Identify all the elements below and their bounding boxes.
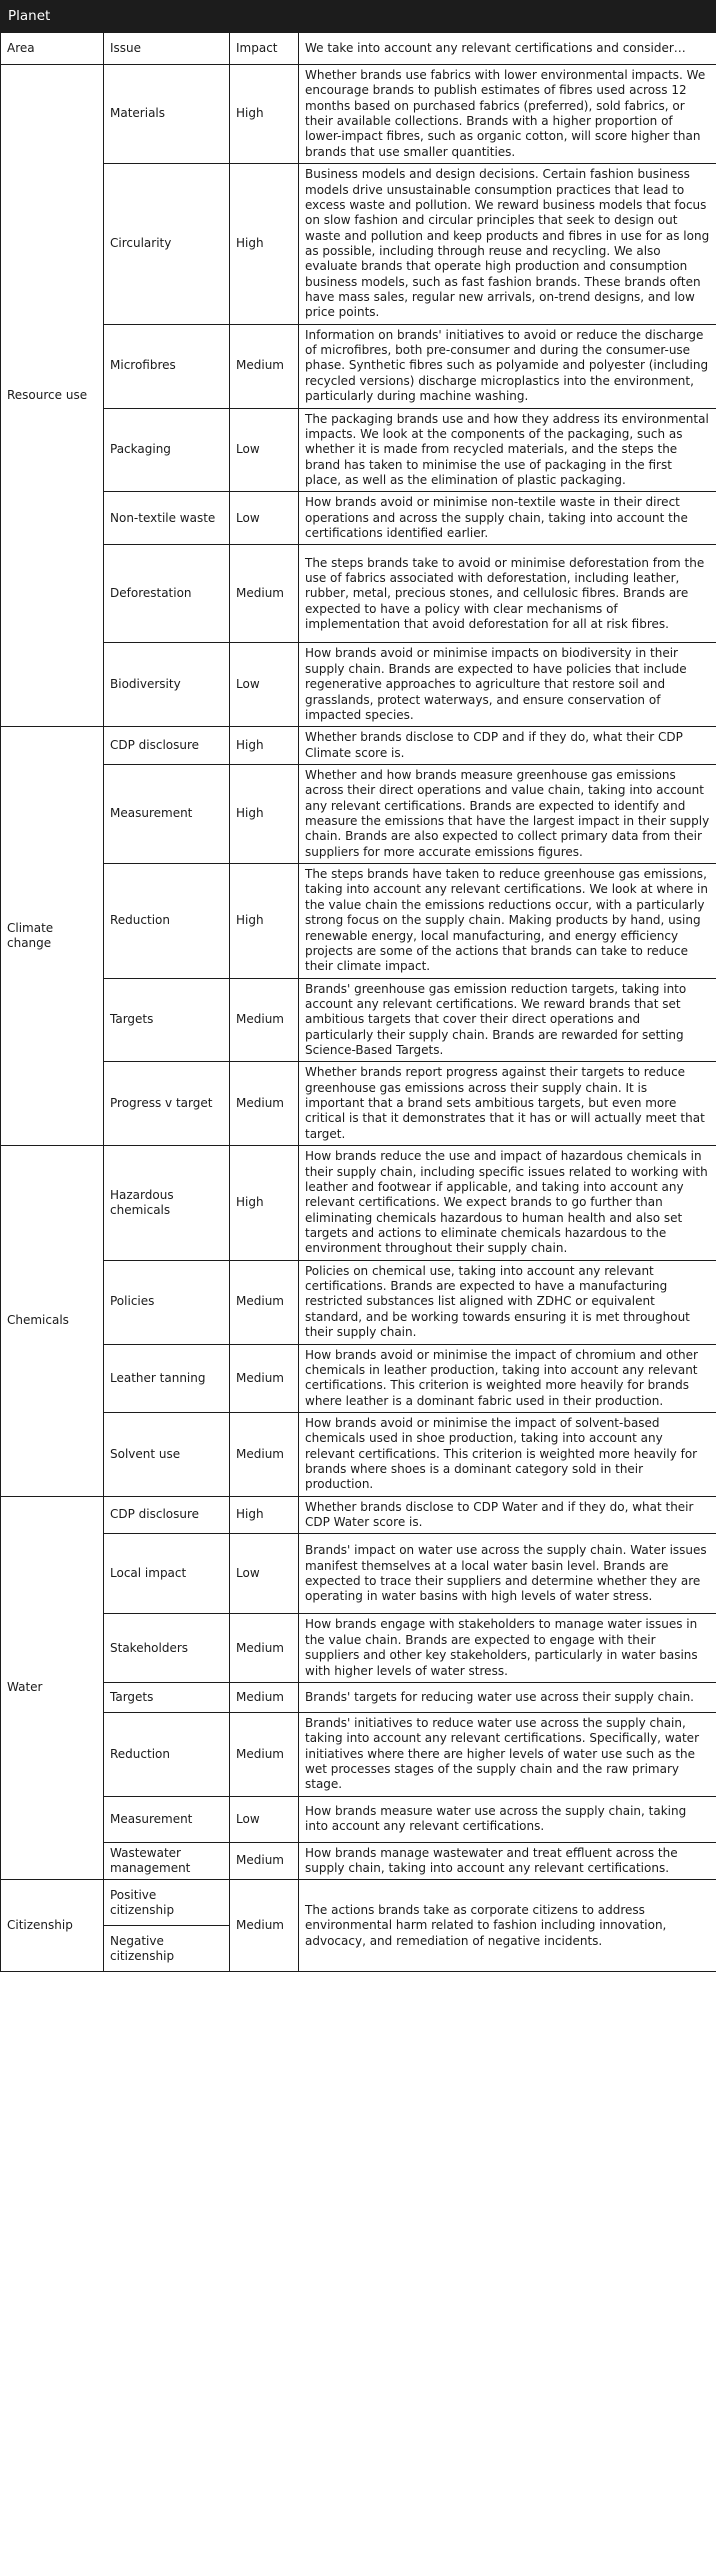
impact-cell: Medium <box>230 545 299 643</box>
issue-cell: Wastewater management <box>104 1842 230 1880</box>
issue-cell: CDP disclosure <box>104 727 230 765</box>
impact-cell: High <box>230 864 299 979</box>
area-cell: Resource use <box>1 65 104 727</box>
table-row <box>1 1146 716 1261</box>
impact-cell: High <box>230 727 299 765</box>
description-cell: Whether and how brands measure greenhouse gas emissions across their direct operations and value chain, taking into account any relevant certifications. Brands are expected to identify and measure the emissions that have the largest impact in their supply chain. Brands are also expected to collect primary data from their suppliers for more accurate emissions figures. <box>299 764 716 863</box>
impact-cell: Medium <box>230 1344 299 1412</box>
header-area: Area <box>1 33 104 65</box>
description-cell: How brands measure water use across the supply chain, taking into account any relevant certifications. <box>299 1796 716 1842</box>
issue-cell: Local impact <box>104 1534 230 1614</box>
description-cell: How brands avoid or minimise the impact of chromium and other chemicals in leather production, taking into account any relevant certifications. This criterion is weighted more heavily for brands where leather is a dominant fabric used in their production. <box>299 1344 716 1412</box>
impact-cell: Low <box>230 1796 299 1842</box>
impact-cell: Low <box>230 1534 299 1614</box>
issue-cell: Packaging <box>104 408 230 492</box>
table-row <box>1 764 716 863</box>
table-row <box>1 978 716 1062</box>
issue-cell: Biodiversity <box>104 643 230 727</box>
issue-cell: Reduction <box>104 864 230 979</box>
table-row <box>1 1842 716 1880</box>
description-cell: How brands avoid or minimise the impact of solvent-based chemicals used in shoe production, taking into account any relevant certifications. This criterion is weighted more heavily for brands where shoes is a dominant category sold in their production. <box>299 1412 716 1496</box>
issue-cell: Targets <box>104 978 230 1062</box>
issue-cell: Measurement <box>104 1796 230 1842</box>
table-row <box>1 1496 716 1534</box>
impact-cell: Medium <box>230 1260 299 1344</box>
table-row <box>1 1534 716 1614</box>
impact-cell: High <box>230 764 299 863</box>
table-row <box>1 1712 716 1796</box>
description-cell: The steps brands take to avoid or minimise deforestation from the use of fabrics associated with deforestation, including leather, rubber, metal, precious stones, and cellulosic fibres. Brands are expected to have a policy with clear mechanisms of implementation that avoid deforestation for all at risk fibres. <box>299 545 716 643</box>
description-cell: How brands reduce the use and impact of hazardous chemicals in their supply chain, including specific issues related to working with leather and footwear if applicable, and taking into account any relevant certifications. We expect brands to go further than eliminating chemicals hazardous to human health and also set targets and actions to eliminate chemicals hazardous to the environment throughout their supply chain. <box>299 1146 716 1261</box>
impact-cell: Medium <box>230 1062 299 1146</box>
description-cell: The packaging brands use and how they address its environmental impacts. We look at the components of the packaging, such as whether it is made from recycled materials, and the steps the brand has taken to minimise the use of packaging in the first place, as well as the elimination of plastic packaging. <box>299 408 716 492</box>
table-row <box>1 1796 716 1842</box>
issue-cell: Deforestation <box>104 545 230 643</box>
issue-cell: Materials <box>104 65 230 164</box>
table-row <box>1 545 716 643</box>
header-row <box>1 33 716 65</box>
table-row <box>1 1682 716 1712</box>
issue-cell: Non-textile waste <box>104 492 230 545</box>
table-row <box>1 164 716 325</box>
area-cell: Citizenship <box>1 1880 104 1972</box>
impact-cell: Low <box>230 492 299 545</box>
table-row <box>1 643 716 727</box>
description-cell: How brands avoid or minimise non-textile waste in their direct operations and across the supply chain, taking into account the certifications identified earlier. <box>299 492 716 545</box>
description-cell: Whether brands use fabrics with lower environmental impacts. We encourage brands to publish estimates of fibres used across 12 months based on purchased fabrics (preferred), sold fabrics, or their available collections. Brands with a higher proportion of lower-impact fibres, such as organic cotton, will score higher than brands that use smaller quantities. <box>299 65 716 164</box>
impact-cell: High <box>230 164 299 325</box>
issue-cell: Targets <box>104 1682 230 1712</box>
description-cell: Business models and design decisions. Certain fashion business models drive unsustainable consumption practices that lead to excess waste and pollution. We reward business models that focus on slow fashion and circular principles that seek to design out waste and pollution and keep products and fibres in use for as long as possible, including through reuse and recycling. We also evaluate brands that operate high production and consumption business models, such as fast fashion brands. These brands often have mass sales, regular new arrivals, on-trend designs, and low price points. <box>299 164 716 325</box>
issue-cell: Policies <box>104 1260 230 1344</box>
impact-cell: Medium <box>230 1842 299 1880</box>
description-cell: Brands' initiatives to reduce water use across the supply chain, taking into account any relevant certifications. Specifically, water initiatives where there are higher levels of water use such as the wet processes stages of the supply chain and the raw primary stage. <box>299 1712 716 1796</box>
description-cell: The steps brands have taken to reduce greenhouse gas emissions, taking into account any relevant certifications. We look at where in the value chain the emissions reductions occur, with a particularly strong focus on the supply chain. Making products by hand, using renewable energy, local manufacturing, and energy efficiency projects are some of the actions that brands can take to reduce their climate impact. <box>299 864 716 979</box>
impact-cell: Medium <box>230 978 299 1062</box>
table-row <box>1 1880 716 1926</box>
issue-cell: Measurement <box>104 764 230 863</box>
issue-cell: Progress v target <box>104 1062 230 1146</box>
issue-cell: Stakeholders <box>104 1614 230 1682</box>
impact-cell: Medium <box>230 1712 299 1796</box>
issue-cell: Positive citizenship <box>104 1880 230 1926</box>
impact-cell: Medium <box>230 1614 299 1682</box>
description-cell: Whether brands disclose to CDP Water and if they do, what their CDP Water score is. <box>299 1496 716 1534</box>
impact-cell: Medium <box>230 1880 299 1972</box>
impact-cell: Medium <box>230 1412 299 1496</box>
issue-cell: Reduction <box>104 1712 230 1796</box>
table-row <box>1 1614 716 1682</box>
table-row <box>1 324 716 408</box>
table-row <box>1 492 716 545</box>
description-cell: Policies on chemical use, taking into account any relevant certifications. Brands are expected to have a manufacturing restricted substances list aligned with ZDHC or equivalent standard, and be working towards ensuring it is met throughout their supply chain. <box>299 1260 716 1344</box>
impact-cell: High <box>230 1496 299 1534</box>
table-row <box>1 1062 716 1146</box>
issue-cell: Solvent use <box>104 1412 230 1496</box>
header-impact: Impact <box>230 33 299 65</box>
table-row <box>1 1412 716 1496</box>
description-cell: The actions brands take as corporate citizens to address environmental harm related to fashion including innovation, advocacy, and remediation of negative incidents. <box>299 1880 716 1972</box>
area-cell: Water <box>1 1496 104 1880</box>
area-cell: Chemicals <box>1 1146 104 1497</box>
impact-cell: High <box>230 65 299 164</box>
impact-cell: High <box>230 1146 299 1261</box>
area-cell: Climate change <box>1 727 104 1146</box>
description-cell: How brands manage wastewater and treat effluent across the supply chain, taking into account any relevant certifications. <box>299 1842 716 1880</box>
impact-cell: Low <box>230 643 299 727</box>
description-cell: Brands' impact on water use across the supply chain. Water issues manifest themselves at a local water basin level. Brands are expected to trace their suppliers and determine whether they are operating in water basins with high levels of water stress. <box>299 1534 716 1614</box>
issue-cell: Negative citizenship <box>104 1926 230 1972</box>
issue-cell: Hazardous chemicals <box>104 1146 230 1261</box>
table-row <box>1 1260 716 1344</box>
issue-cell: Leather tanning <box>104 1344 230 1412</box>
header-issue: Issue <box>104 33 230 65</box>
description-cell: Whether brands disclose to CDP and if they do, what their CDP Climate score is. <box>299 727 716 765</box>
table-row <box>1 864 716 979</box>
issue-cell: CDP disclosure <box>104 1496 230 1534</box>
description-cell: How brands engage with stakeholders to manage water issues in the value chain. Brands are expected to engage with their suppliers and other key stakeholders, particularly in water basins with higher levels of water stress. <box>299 1614 716 1682</box>
impact-cell: Medium <box>230 1682 299 1712</box>
issue-cell: Microfibres <box>104 324 230 408</box>
issue-cell: Circularity <box>104 164 230 325</box>
description-cell: Whether brands report progress against their targets to reduce greenhouse gas emissions across their supply chain. It is important that a brand sets ambitious targets, but even more critical is that it demonstrates that it has or will actually meet that target. <box>299 1062 716 1146</box>
description-cell: Brands' targets for reducing water use across their supply chain. <box>299 1682 716 1712</box>
table-body <box>1 65 716 1972</box>
table-row <box>1 408 716 492</box>
header-description: We take into account any relevant certifications and consider… <box>299 33 716 65</box>
impact-cell: Low <box>230 408 299 492</box>
criteria-table <box>0 32 716 1972</box>
description-cell: How brands avoid or minimise impacts on biodiversity in their supply chain. Brands are expected to have policies that include regenerative approaches to agriculture that restore soil and grasslands, protect waterways, and ensure conservation of impacted species. <box>299 643 716 727</box>
description-cell: Brands' greenhouse gas emission reduction targets, taking into account any relevant certifications. We reward brands that set ambitious targets that cover their direct operations and particularly their supply chain. Brands are rewarded for setting Science-Based Targets. <box>299 978 716 1062</box>
table-row <box>1 1344 716 1412</box>
table-row <box>1 727 716 765</box>
table-row <box>1 65 716 164</box>
impact-cell: Medium <box>230 324 299 408</box>
table-title: Planet <box>0 0 716 32</box>
description-cell: Information on brands' initiatives to avoid or reduce the discharge of microfibres, both pre-consumer and during the consumer-use phase. Synthetic fibres such as polyamide and polyester (including recycled versions) discharge microplastics into the environment, particularly during machine washing. <box>299 324 716 408</box>
